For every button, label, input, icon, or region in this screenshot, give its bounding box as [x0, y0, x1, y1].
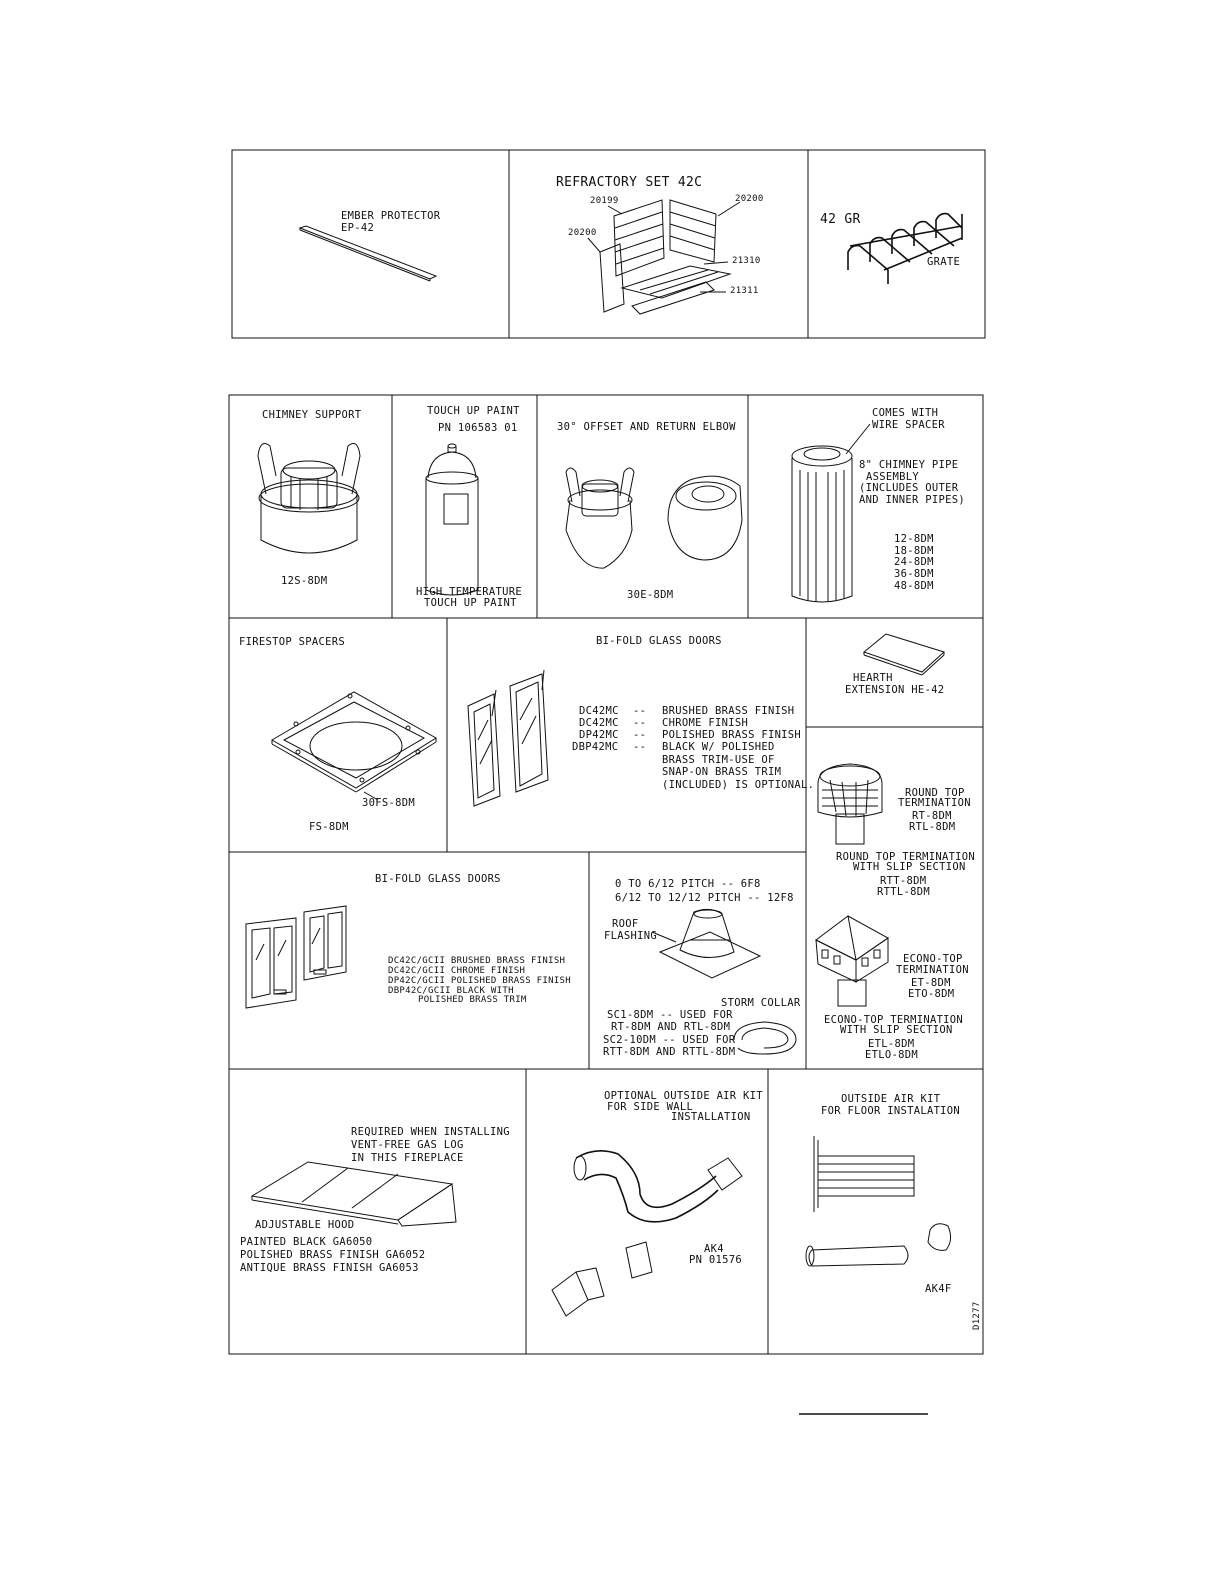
round-top-drawing — [818, 764, 882, 844]
pipe-code-2: 18-8DM — [894, 545, 934, 557]
paint-pn: PN 106583 01 — [438, 422, 518, 434]
econo-l7: ETL-8DM — [868, 1038, 915, 1050]
roundtop-l8: RTTL-8DM — [877, 886, 930, 898]
bifold-1-row-1-desc: BRUSHED BRASS FINISH — [662, 705, 795, 717]
bifold-1-row-3-sep: -- — [633, 729, 647, 741]
flashing-pitch-2: 6/12 TO 12/12 PITCH -- 12F8 — [615, 892, 794, 904]
grate-code: 42 GR — [820, 212, 861, 227]
bifold-1-extra-3: (INCLUDED) IS OPTIONAL. — [662, 779, 815, 791]
refractory-part-3: 20200 — [568, 228, 597, 238]
hood-finish-3: ANTIQUE BRASS FINISH GA6053 — [240, 1262, 419, 1274]
floor-kit-l1: OUTSIDE AIR KIT — [841, 1093, 941, 1105]
bifold-1-row-3-desc: POLISHED BRASS FINISH — [662, 729, 802, 741]
refractory-part-2: 20200 — [735, 194, 764, 204]
hood-req-1: REQUIRED WHEN INSTALLING — [351, 1126, 510, 1138]
paint-title: TOUCH UP PAINT — [427, 405, 520, 417]
firestop-title: FIRESTOP SPACERS — [239, 636, 345, 648]
hearth-line-2: EXTENSION HE-42 — [845, 684, 945, 696]
floor-kit-code: AK4F — [925, 1283, 952, 1295]
econo-l2: TERMINATION — [896, 964, 969, 976]
hood-title: ADJUSTABLE HOOD — [255, 1219, 355, 1231]
storm-s4: RTT-8DM AND RTTL-8DM — [603, 1046, 736, 1058]
refractory-part-4: 21310 — [732, 256, 761, 266]
elbow-title: 30° OFFSET AND RETURN ELBOW — [557, 421, 736, 433]
flashing-label: FLASHING — [604, 930, 657, 942]
chimney-support-drawing — [258, 444, 360, 553]
bifold-doors-2-drawing — [246, 906, 346, 1008]
econo-l4: ETO-8DM — [908, 988, 955, 1000]
bifold-2-item-3: DP42C/GCII POLISHED BRASS FINISH — [388, 976, 571, 986]
bifold-2-title: BI-FOLD GLASS DOORS — [375, 873, 501, 885]
adjustable-hood-drawing — [252, 1162, 456, 1226]
refractory-title: REFRACTORY SET 42C — [556, 175, 703, 190]
bifold-1-title: BI-FOLD GLASS DOORS — [596, 635, 722, 647]
bifold-1-row-1-sep: -- — [633, 705, 647, 717]
chimney-support-title: CHIMNEY SUPPORT — [262, 409, 362, 421]
firestop-code-2: FS-8DM — [309, 821, 349, 833]
pipe-desc-1: 8" CHIMNEY PIPE — [859, 459, 959, 471]
econo-top-drawing — [816, 916, 888, 1006]
ember-title: EMBER PROTECTOR — [341, 210, 441, 222]
econo-l1: ECONO-TOP — [903, 953, 963, 965]
ember-protector-drawing — [300, 226, 436, 281]
side-wall-kit-drawing — [552, 1151, 742, 1316]
storm-collar-label: STORM COLLAR — [721, 997, 801, 1009]
storm-s2: RT-8DM AND RTL-8DM — [611, 1021, 731, 1033]
grate-label: GRATE — [927, 256, 961, 268]
sidewall-l3: INSTALLATION — [671, 1111, 751, 1123]
hearth-extension-drawing — [864, 634, 944, 675]
roundtop-l6: WITH SLIP SECTION — [853, 861, 966, 873]
sidewall-pn: PN 01576 — [689, 1254, 742, 1266]
paint-caption-2: TOUCH UP PAINT — [424, 597, 517, 609]
refractory-part-1: 20199 — [590, 196, 619, 206]
grate-drawing — [848, 214, 962, 284]
bifold-1-row-2-sep: -- — [633, 717, 647, 729]
bifold-1-row-4-code: DBP42MC — [572, 741, 619, 753]
chimney-support-code: 12S-8DM — [281, 575, 328, 587]
pipe-code-1: 12-8DM — [894, 533, 934, 545]
elbow-code: 30E-8DM — [627, 589, 674, 601]
pipe-note-2: WIRE SPACER — [872, 419, 945, 431]
elbow-drawing — [566, 468, 742, 568]
econo-l8: ETLO-8DM — [865, 1049, 918, 1061]
hood-req-3: IN THIS FIREPLACE — [351, 1152, 464, 1164]
sidewall-l1: OPTIONAL OUTSIDE AIR KIT — [604, 1090, 763, 1102]
bifold-1-row-3-code: DP42MC — [579, 729, 619, 741]
pipe-note-1: COMES WITH — [872, 407, 939, 419]
refractory-set-drawing — [588, 200, 740, 314]
firestop-code-1: 30FS-8DM — [362, 797, 415, 809]
roundtop-l3: RT-8DM — [912, 810, 952, 822]
roundtop-l5: ROUND TOP TERMINATION — [836, 851, 976, 863]
econo-l6: WITH SLIP SECTION — [840, 1024, 953, 1036]
bifold-doors-drawing — [468, 670, 548, 806]
pipe-desc-4: AND INNER PIPES) — [859, 494, 965, 506]
roundtop-l1: ROUND TOP — [905, 787, 965, 799]
storm-s1: SC1-8DM -- USED FOR — [607, 1009, 733, 1021]
bifold-2-item-1: DC42C/GCII BRUSHED BRASS FINISH — [388, 956, 566, 966]
roundtop-l7: RTT-8DM — [880, 875, 927, 887]
hearth-line-1: HEARTH — [853, 672, 893, 684]
flashing-roof: ROOF — [612, 918, 639, 930]
bifold-2-item-2: DC42C/GCII CHROME FINISH — [388, 966, 526, 976]
roundtop-l2: TERMINATION — [898, 797, 971, 809]
floor-kit-l2: FOR FLOOR INSTALATION — [821, 1105, 961, 1117]
hood-req-2: VENT-FREE GAS LOG — [351, 1139, 464, 1151]
chimney-pipe-drawing — [792, 424, 870, 602]
flashing-pitch-1: 0 TO 6/12 PITCH -- 6F8 — [615, 878, 761, 890]
bifold-2-item-4: DBP42C/GCII BLACK WITH — [388, 986, 514, 996]
bifold-1-row-1-code: DC42MC — [579, 705, 619, 717]
roundtop-l4: RTL-8DM — [909, 821, 956, 833]
bifold-2-item-5: POLISHED BRASS TRIM — [418, 995, 527, 1005]
floor-kit-drawing — [806, 1136, 951, 1266]
pipe-code-3: 24-8DM — [894, 556, 934, 568]
bifold-1-row-2-code: DC42MC — [579, 717, 619, 729]
bifold-1-extra-1: BRASS TRIM-USE OF — [662, 754, 775, 766]
refractory-part-5: 21311 — [730, 286, 759, 296]
pipe-desc-3: (INCLUDES OUTER — [859, 482, 959, 494]
paint-can-drawing — [426, 444, 478, 595]
firestop-spacer-drawing — [272, 692, 436, 800]
bifold-1-row-2-desc: CHROME FINISH — [662, 717, 749, 729]
bifold-1-extra-2: SNAP-ON BRASS TRIM — [662, 766, 782, 778]
sidewall-l2: FOR SIDE WALL — [607, 1101, 694, 1113]
paint-caption-1: HIGH TEMPERATURE — [416, 586, 522, 598]
bifold-1-row-4-desc: BLACK W/ POLISHED — [662, 741, 775, 753]
hood-finish-1: PAINTED BLACK GA6050 — [240, 1236, 373, 1248]
main-grid-frame — [229, 395, 983, 1354]
pipe-code-5: 48-8DM — [894, 580, 934, 592]
econo-l5: ECONO-TOP TERMINATION — [824, 1014, 964, 1026]
bifold-1-row-4-sep: -- — [633, 741, 647, 753]
storm-s3: SC2-10DM -- USED FOR — [603, 1034, 736, 1046]
sidewall-code: AK4 — [704, 1243, 724, 1255]
ember-code: EP-42 — [341, 222, 375, 234]
pipe-desc-2: ASSEMBLY — [866, 471, 919, 483]
econo-l3: ET-8DM — [911, 977, 951, 989]
drawing-number: D1277 — [972, 1301, 982, 1330]
hood-finish-2: POLISHED BRASS FINISH GA6052 — [240, 1249, 426, 1261]
pipe-code-4: 36-8DM — [894, 568, 934, 580]
